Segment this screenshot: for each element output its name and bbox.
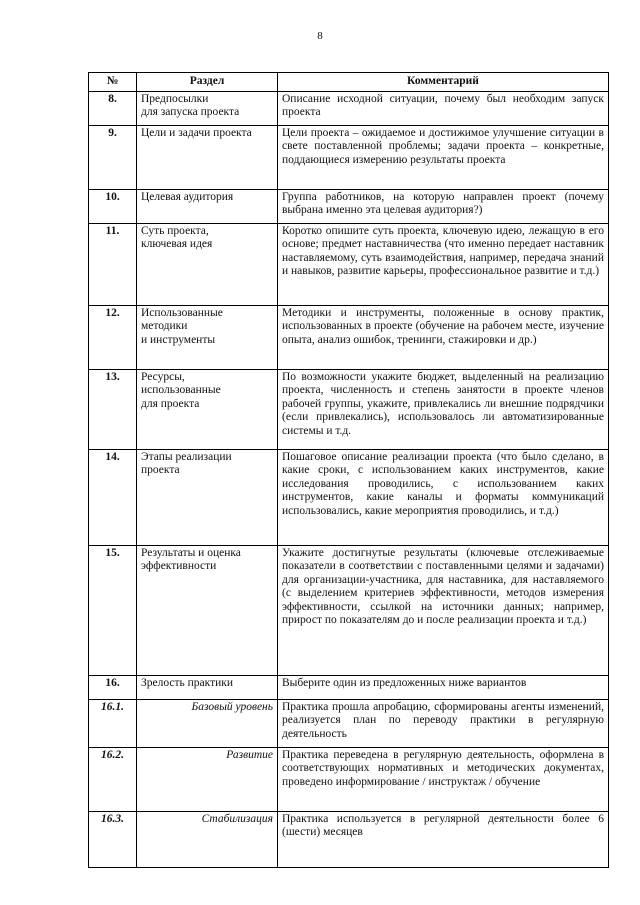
row-number: 16.1. bbox=[89, 699, 137, 747]
table-row bbox=[89, 449, 609, 545]
row-section: Зрелость практики bbox=[137, 675, 278, 699]
table-row bbox=[89, 189, 609, 223]
row-number: 12. bbox=[89, 305, 137, 369]
row-section: Стабилизация bbox=[137, 811, 278, 867]
row-comment: Выберите один из предложенных ниже вариантов bbox=[278, 675, 609, 699]
row-section: Ресурсы, использованные для проекта bbox=[137, 369, 278, 449]
table-row bbox=[89, 91, 609, 125]
header-number: № bbox=[89, 73, 137, 92]
row-comment: Коротко опишите суть проекта, ключевую идею, лежащую в его основе; предмет наставничества (что именно передает наставник наставляемому, суть взаимодействия, например, передача знаний и навыков, развитие карьеры, профессиональное развитие и т.д.) bbox=[278, 223, 609, 305]
row-comment: Практика используется в регулярной деятельности более 6 (шести) месяцев bbox=[278, 811, 609, 867]
table-row bbox=[89, 675, 609, 699]
row-section: Предпосылки для запуска проекта bbox=[137, 91, 278, 125]
row-number: 16.3. bbox=[89, 811, 137, 867]
table-row bbox=[89, 545, 609, 675]
header-section: Раздел bbox=[137, 73, 278, 92]
row-number: 15. bbox=[89, 545, 137, 675]
row-section: Развитие bbox=[137, 747, 278, 811]
row-number: 11. bbox=[89, 223, 137, 305]
row-section: Цели и задачи проекта bbox=[137, 125, 278, 189]
project-description-table bbox=[88, 72, 609, 868]
row-section: Использованные методики и инструменты bbox=[137, 305, 278, 369]
row-section: Целевая аудитория bbox=[137, 189, 278, 223]
row-comment: Описание исходной ситуации, почему был необходим запуск проекта bbox=[278, 91, 609, 125]
row-number: 8. bbox=[89, 91, 137, 125]
table-row bbox=[89, 747, 609, 811]
row-comment: Пошаговое описание реализации проекта (что было сделано, в какие сроки, с использованием каких инструментов, какие исследования проводились, с использованием каких инструментов, какие каналы и форматы коммуникаций использовались, какие мероприятия проводились, и т.д.) bbox=[278, 449, 609, 545]
row-comment: Группа работников, на которую направлен проект (почему выбрана именно эта целевая аудитория?) bbox=[278, 189, 609, 223]
row-number: 14. bbox=[89, 449, 137, 545]
row-number: 16.2. bbox=[89, 747, 137, 811]
row-section: Базовый уровень bbox=[137, 699, 278, 747]
row-section: Суть проекта, ключевая идея bbox=[137, 223, 278, 305]
row-section: Результаты и оценка эффективности bbox=[137, 545, 278, 675]
row-comment: Цели проекта – ожидаемое и достижимое улучшение ситуации в свете поставленной проблемы; задачи проекта – конкретные, поддающиеся измерению результаты проекта bbox=[278, 125, 609, 189]
table-header-row bbox=[89, 73, 609, 92]
row-number: 10. bbox=[89, 189, 137, 223]
table-row bbox=[89, 369, 609, 449]
row-section: Этапы реализации проекта bbox=[137, 449, 278, 545]
page-number: 8 bbox=[317, 30, 323, 42]
table-row bbox=[89, 811, 609, 867]
row-comment: Практика переведена в регулярную деятельность, оформлена в соответствующих нормативных и методических документах, проведено информирование / инструктаж / обучение bbox=[278, 747, 609, 811]
row-number: 16. bbox=[89, 675, 137, 699]
header-comment: Комментарий bbox=[278, 73, 609, 92]
table-row bbox=[89, 223, 609, 305]
table-row bbox=[89, 125, 609, 189]
row-comment: Практика прошла апробацию, сформированы агенты изменений, реализуется план по переводу практики в регулярную деятельность bbox=[278, 699, 609, 747]
row-number: 9. bbox=[89, 125, 137, 189]
row-number: 13. bbox=[89, 369, 137, 449]
table-row bbox=[89, 699, 609, 747]
table-row bbox=[89, 305, 609, 369]
row-comment: Укажите достигнутые результаты (ключевые отслеживаемые показатели в соответствии с поставленными целями и задачами) для организации-участника, для наставника, для наставляемого (с выделением критериев эффективности, методов измерения эффективности, ссылкой на источники данных; например, прирост по показателям до и после реализации проекта и т.д.) bbox=[278, 545, 609, 675]
row-comment: Методики и инструменты, положенные в основу практик, использованных в проекте (обучение на рабочем месте, изучение опыта, анализ ошибок, тренинги, стажировки и др.) bbox=[278, 305, 609, 369]
row-comment: По возможности укажите бюджет, выделенный на реализацию проекта, численность и степень занятости в проекте членов рабочей группы, укажите, привлекались ли внешние подрядчики (если привлекались), использовалось ли автоматизированные системы и т.д. bbox=[278, 369, 609, 449]
